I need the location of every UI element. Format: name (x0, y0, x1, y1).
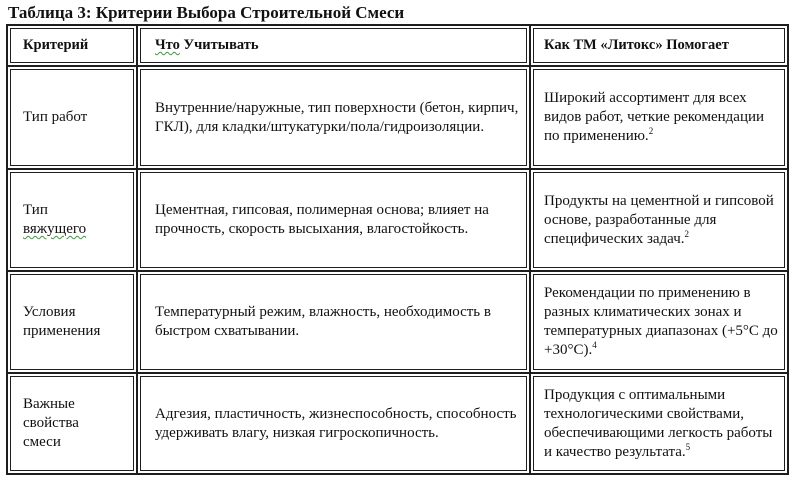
row-4-help-body: Продукция с оптимальными технологическими свойствами, обеспечивающими легкость работы и качество результата. (544, 386, 773, 460)
header-how-helps (531, 26, 787, 65)
row-4-footnote-ref: 5 (685, 441, 691, 452)
row-3-criterion-line-1: Условия (23, 304, 76, 320)
row-1-help (531, 67, 787, 168)
row-1-footnote-ref: 2 (648, 126, 654, 136)
row-2-criterion-text (23, 201, 86, 239)
row-4-criterion (8, 374, 136, 473)
row-4-help-text (544, 386, 779, 462)
row-1-criterion-text (23, 108, 87, 127)
row-3-help (531, 272, 787, 372)
header-criterion (8, 26, 136, 65)
row-4-criterion-line-2: свойства (23, 415, 79, 431)
row-1-consider (138, 67, 529, 168)
row-4-criterion-text (23, 395, 79, 452)
row-2-footnote-ref: 2 (684, 228, 690, 239)
row-1-help-text (544, 89, 779, 146)
row-4-help (531, 374, 787, 473)
row-4-criterion-line-3: смеси (23, 434, 61, 450)
row-2-help-text (544, 192, 779, 249)
row-3-criterion (8, 272, 136, 372)
header-consider-word-1: Что (155, 37, 180, 53)
header-criterion-label: Критерий (23, 37, 89, 53)
row-3-help-body: Рекомендации по применению в разных климатических зонах и температурных диапазонах (+5°C до +30°C). (544, 285, 778, 358)
row-3-criterion-line-2: применения (23, 323, 101, 339)
row-3-footnote-ref: 4 (592, 340, 597, 350)
criteria-table (6, 24, 789, 475)
table-caption: Таблица 3: Критерии Выбора Строительной Смеси (8, 3, 405, 22)
row-2-criterion-line-2: вяжущего (23, 221, 87, 237)
row-1-criterion (8, 67, 136, 168)
header-consider-label (155, 36, 259, 55)
header-consider (138, 26, 529, 65)
row-2-criterion (8, 170, 136, 270)
row-4-criterion-line-1: Важные (23, 396, 75, 412)
row-4-consider (138, 374, 529, 473)
header-how-helps-label: Как ТМ «Литокс» Помогает (544, 37, 729, 53)
row-2-criterion-line-1: Тип (23, 202, 48, 218)
row-2-help (531, 170, 787, 270)
row-2-help-body: Продукты на цементной и гипсовой основе, разработанные для специфических задач. (544, 192, 774, 247)
header-consider-word-2: Учитывать (183, 37, 259, 53)
row-3-criterion-text (23, 303, 100, 341)
row-3-consider-text: Температурный режим, влажность, необходимость в быстром схватывании. (155, 304, 491, 339)
row-4-consider-text: Адгезия, пластичность, жизнеспособность, способность удерживать влагу, низкая гигроскопичность. (155, 405, 517, 441)
row-2-consider (138, 170, 529, 270)
row-3-help-text (544, 284, 779, 360)
row-2-consider-text: Цементная, гипсовая, полимерная основа; влияет на прочность, скорость высыхания, влагостойкость. (155, 202, 489, 237)
row-1-consider-text: Внутренние/наружные, тип поверхности (бетон, кирпич, ГКЛ), для кладки/штукатурки/пола/гидроизоляции. (155, 99, 519, 135)
row-1-help-body: Широкий ассортимент для всех видов работ, четкие рекомендации по применению. (544, 90, 765, 144)
row-3-consider (138, 272, 529, 372)
row-1-criterion-line-1: Тип работ (23, 109, 88, 125)
